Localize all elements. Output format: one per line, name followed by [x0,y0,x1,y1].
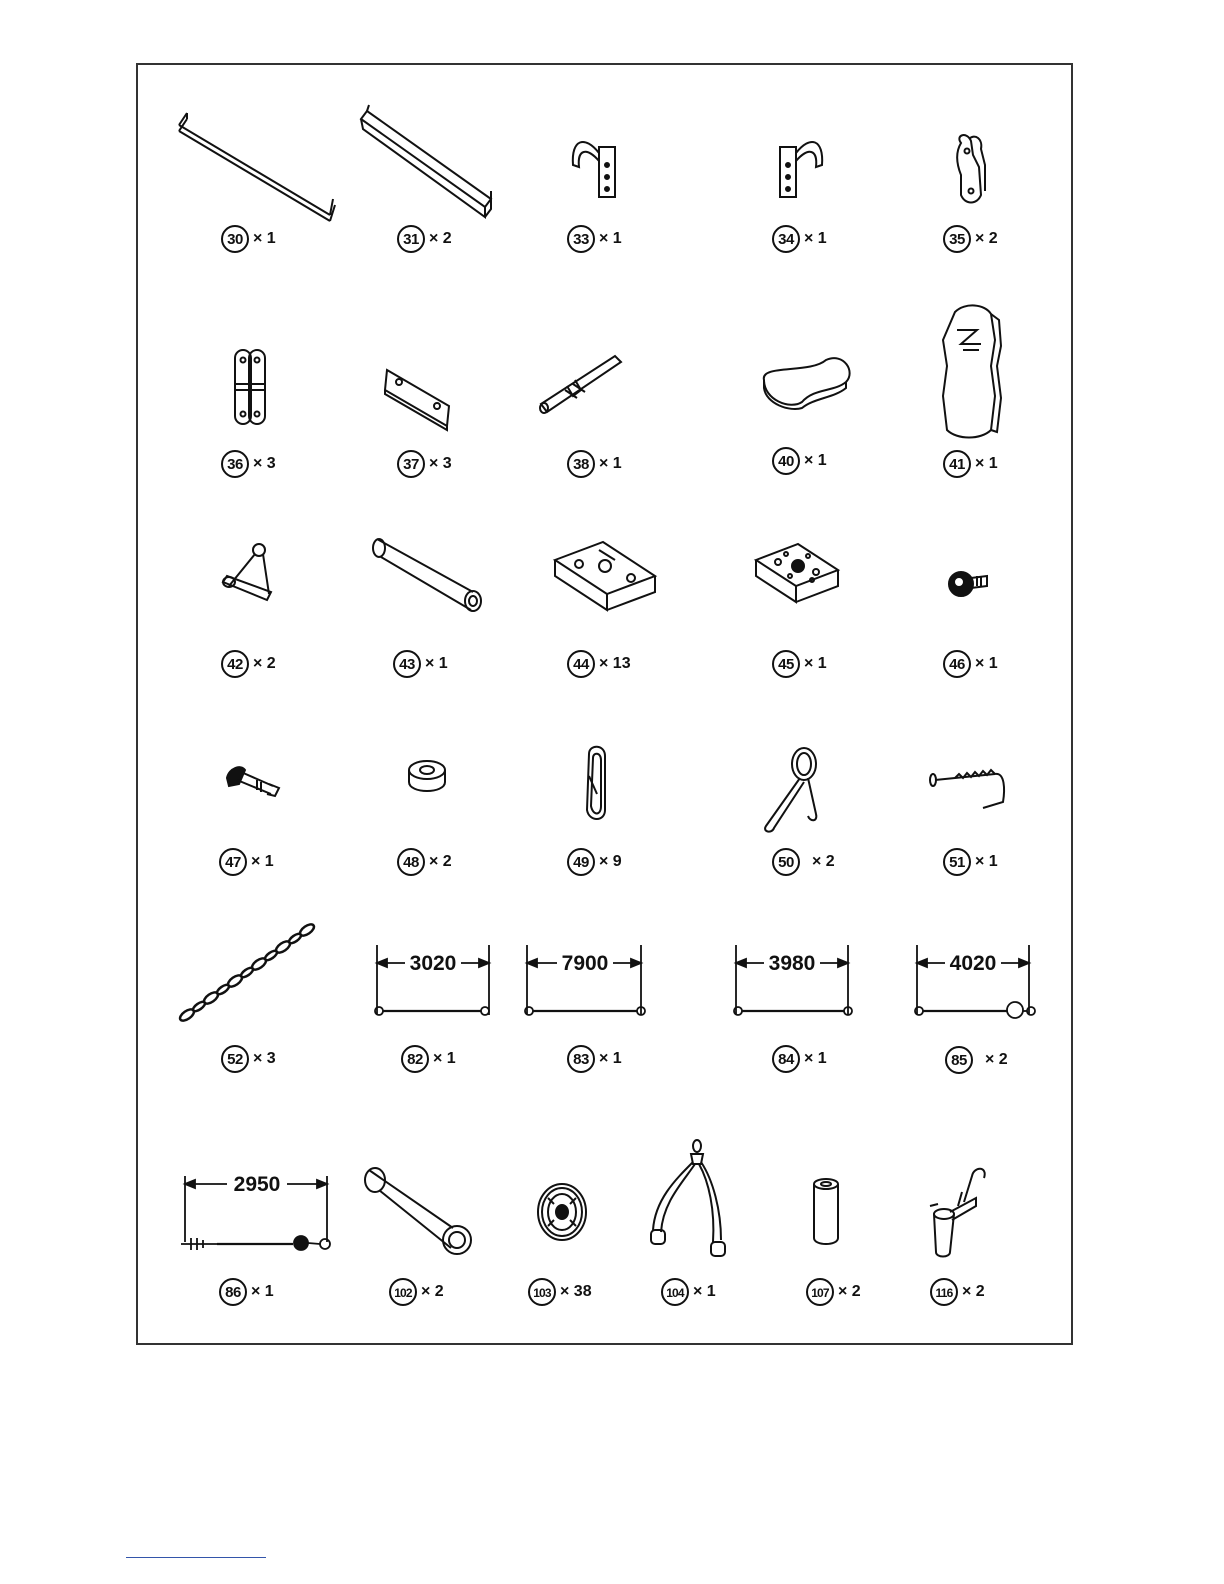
part-number: 30 [221,225,249,253]
part-number: 52 [221,1045,249,1073]
part-44 [515,520,695,720]
part-number: 84 [772,1045,800,1073]
cable-length: 7900 [561,952,609,975]
part-quantity: × 2 [253,655,276,672]
part-quantity: × 1 [975,655,998,672]
part-number: 33 [567,225,595,253]
part-quantity: × 3 [429,455,452,472]
part-38 [515,320,695,520]
part-34 [720,95,900,295]
part-quantity: × 1 [599,455,622,472]
part-number: 41 [943,450,971,478]
part-quantity: × 1 [804,655,827,672]
part-30 [165,95,345,295]
part-49 [515,718,695,918]
part-quantity: × 2 [838,1283,861,1300]
part-48 [345,718,525,918]
part-quantity: × 2 [975,230,998,247]
part-36 [165,320,345,520]
part-number: 51 [943,848,971,876]
part-52 [165,915,345,1115]
part-quantity: × 1 [975,853,998,870]
part-31 [345,95,525,295]
part-number: 86 [219,1278,247,1306]
part-85 [895,915,1075,1115]
part-quantity: × 1 [251,1283,274,1300]
part-47 [165,718,345,918]
footer-rule [126,1557,266,1558]
part-quantity: × 2 [421,1283,444,1300]
part-41 [895,300,1075,500]
part-43 [345,520,525,720]
part-number: 35 [943,225,971,253]
part-quantity: × 1 [693,1283,716,1300]
part-quantity: × 1 [599,230,622,247]
part-number: 103 [528,1278,556,1306]
part-number: 49 [567,848,595,876]
part-number: 38 [567,450,595,478]
part-quantity: × 1 [804,452,827,469]
part-number: 50 [772,848,800,876]
part-46 [895,520,1075,720]
part-quantity: × 2 [429,853,452,870]
part-number: 46 [943,650,971,678]
part-quantity: × 1 [433,1050,456,1067]
part-number: 83 [567,1045,595,1073]
part-quantity: × 1 [804,1050,827,1067]
part-number: 45 [772,650,800,678]
part-quantity: × 2 [985,1051,1008,1068]
part-quantity: × 1 [804,230,827,247]
part-33 [515,95,695,295]
part-40 [720,320,900,520]
part-quantity: × 2 [812,853,835,870]
part-number: 37 [397,450,425,478]
part-116 [892,1148,1072,1348]
part-number: 31 [397,225,425,253]
part-number: 104 [661,1278,689,1306]
part-51 [895,718,1075,918]
part-quantity: × 3 [253,1050,276,1067]
cable-length: 3980 [768,952,816,975]
part-86 [165,1148,345,1348]
part-quantity: × 1 [599,1050,622,1067]
part-45 [720,520,900,720]
part-50 [720,718,900,918]
part-quantity: × 1 [253,230,276,247]
part-number: 42 [221,650,249,678]
part-quantity: × 1 [251,853,274,870]
part-quantity: × 13 [599,655,631,672]
part-42 [165,520,345,720]
part-number: 36 [221,450,249,478]
part-quantity: × 38 [560,1283,592,1300]
part-number: 40 [772,447,800,475]
part-quantity: × 3 [253,455,276,472]
part-quantity: × 1 [425,655,448,672]
part-number: 48 [397,848,425,876]
cable-length: 2950 [233,1173,281,1196]
part-82 [345,915,525,1115]
part-number: 47 [219,848,247,876]
cable-length: 3020 [409,952,457,975]
part-quantity: × 9 [599,853,622,870]
part-number: 82 [401,1045,429,1073]
part-number: 85 [945,1046,973,1074]
part-number: 107 [806,1278,834,1306]
part-number: 43 [393,650,421,678]
part-number: 44 [567,650,595,678]
part-37 [345,320,525,520]
part-number: 34 [772,225,800,253]
part-number: 116 [930,1278,958,1306]
cable-length: 4020 [949,952,997,975]
part-84 [720,915,900,1115]
chain-link [298,922,316,938]
part-quantity: × 2 [429,230,452,247]
part-number: 102 [389,1278,417,1306]
part-83 [515,915,695,1115]
back-pad-icon [895,300,1075,460]
part-quantity: × 1 [975,455,998,472]
part-35 [895,95,1075,295]
part-quantity: × 2 [962,1283,985,1300]
